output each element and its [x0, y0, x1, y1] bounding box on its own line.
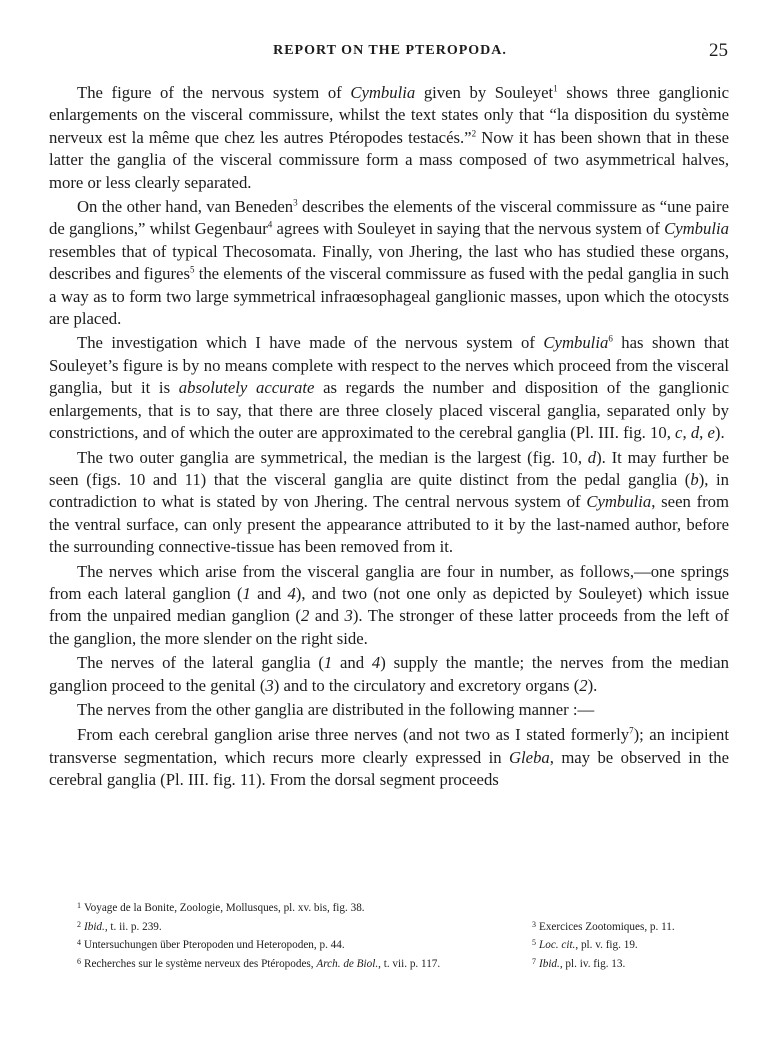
paragraph — [49, 652, 729, 697]
paragraph — [49, 699, 729, 721]
text-run: shows three ganglionic enlargements on the visceral commissure, whilst the text states only that “la disposition du système nerveux est la même que chez les autres Ptéropodes testacés.” — [49, 83, 729, 147]
text-run: From each cerebral ganglion arise three nerves (and not two as I stated formerly — [77, 725, 630, 745]
text-run: The figure of the nervous system of — [77, 83, 351, 102]
italic-text: Ibid. — [539, 957, 560, 970]
text-run: has shown that Souleyet’s figure is by no means complete with respect to the nerves which proceed from the visceral ganglia, but it is — [49, 333, 729, 398]
page-header — [52, 40, 728, 64]
italic-text: 1 — [323, 653, 333, 673]
italic-text: 2 — [579, 675, 588, 695]
footnote-marker: 1 — [77, 901, 81, 910]
footnote-row — [49, 917, 729, 936]
text-run: ), and two (not one only as depicted by Souleyet) which issue from the unpaired median ganglion ( — [49, 583, 729, 626]
text-run: given by Souleyet — [415, 83, 554, 102]
italic-text: 1 — [242, 583, 251, 603]
footnote — [532, 898, 729, 917]
footnote — [532, 935, 729, 954]
text-run: The two outer ganglia are symmetrical, the median is the largest (fig. 10, — [77, 447, 588, 467]
text-run: , — [699, 423, 708, 443]
text-run: The nerves of the lateral ganglia ( — [77, 653, 324, 673]
text-run: Now it has been shown that in these latter the ganglia of the visceral commissure form a mass composed of two asymmetrical halves, more or less clearly separated. — [49, 127, 729, 192]
italic-text: Loc. cit. — [539, 939, 576, 952]
footnote — [532, 954, 729, 973]
italic-text: e — [707, 423, 715, 443]
text-run: , pl. iv. fig. 13. — [559, 957, 626, 970]
text-run: Voyage de la Bonite, Zoologie, Mollusques, pl. xv. bis, fig. 38. — [84, 902, 365, 914]
italic-text: Arch. de Biol. — [316, 957, 379, 970]
text-run: , t. vii. p. 117. — [378, 957, 441, 970]
text-run: ), in contradiction to what is stated by von Jhering. The central nervous system of — [49, 469, 729, 512]
text-run: ); an incipient transverse segmentation, which recurs more clearly expressed in — [49, 725, 729, 767]
footnote — [532, 917, 729, 936]
text-run: ) supply the mantle; the nerves from the median ganglion proceed to the genital ( — [49, 653, 729, 695]
text-run: as regards the number and disposition of the ganglionic enlargements, that is to say, that there are three closely placed visceral ganglia, separated only by constrictions, and of which the outer are approximated to the cerebral ganglia (Pl. III. fig. 10, — [49, 378, 729, 443]
page-number: 25 — [709, 40, 728, 61]
paragraph — [49, 561, 729, 651]
paragraph — [49, 724, 729, 791]
italic-text: 4 — [371, 653, 381, 673]
italic-text: Cymbulia — [664, 219, 729, 239]
paragraph — [49, 332, 729, 444]
italic-text: c — [675, 423, 683, 443]
italic-text: 4 — [287, 583, 296, 603]
footnote-ref: 6 — [608, 333, 613, 344]
text-run: The nerves which arise from the visceral ganglia are four in number, as follows,—one springs from each lateral ganglion ( — [49, 561, 729, 603]
text-run: , — [682, 423, 691, 443]
footnote-ref: 7 — [629, 725, 634, 736]
text-run: , t. ii. p. 239. — [104, 920, 162, 933]
text-run: The nerves from the other ganglia are distributed in the following manner :— — [77, 699, 595, 719]
footnote-marker: 7 — [532, 956, 536, 966]
italic-text: d — [690, 423, 700, 443]
footnote-marker: 6 — [77, 956, 81, 966]
text-run: , may be observed in the cerebral ganglia (Pl. III. fig. 11). From the dorsal segment proceeds — [49, 747, 729, 790]
italic-text: b — [690, 469, 699, 489]
text-run: ). — [714, 423, 725, 443]
italic-text: 2 — [300, 606, 310, 626]
footnote-ref: 5 — [189, 264, 195, 275]
paragraph — [49, 82, 729, 194]
text-run: resembles that of typical Thecosomata. Finally, von Jhering, the last who has studied these organs, describes and figures — [49, 241, 729, 284]
body-text — [49, 82, 729, 794]
text-run: and — [309, 606, 345, 626]
italic-text: Ibid. — [84, 920, 105, 933]
italic-text: Cymbulia — [586, 492, 652, 512]
italic-text: 3 — [265, 675, 274, 695]
italic-text: 3 — [344, 606, 353, 626]
text-run: ) and to the circulatory and excretory organs ( — [273, 675, 580, 695]
text-run: On the other hand, van Beneden — [77, 197, 294, 217]
text-run: Untersuchungen über Pteropoden und Heteropoden, p. 44. — [84, 939, 345, 952]
footnote-ref: 4 — [267, 219, 273, 230]
text-run: Exercices Zootomiques, p. 11. — [539, 920, 675, 933]
footnote-ref: 2 — [471, 128, 477, 139]
italic-text: Gleba — [508, 747, 550, 767]
text-run: , pl. v. fig. 19. — [575, 939, 638, 952]
footnote — [49, 954, 440, 973]
text-run: , seen from the ventral surface, can only present the appearance attributed to it by the last-named author, before the surrounding connective-tissue has been removed from it. — [49, 492, 730, 557]
text-run: ). It may further be seen (figs. 10 and 11) that the visceral ganglia are quite distinct from the pedal ganglia ( — [49, 447, 729, 489]
text-run: and — [332, 653, 372, 673]
footnote-row — [49, 898, 729, 917]
italic-text: absolutely accurate — [178, 378, 315, 398]
footnote-row — [49, 954, 729, 973]
text-run: and — [250, 583, 288, 603]
text-run: The investigation which I have made of the nervous system of — [77, 333, 544, 353]
text-run: agrees with Souleyet in saying that the nervous system of — [272, 219, 665, 239]
text-run: describes the elements of the visceral commissure as “une paire de ganglions,” whilst Gegenbaur — [49, 197, 730, 239]
footnote — [49, 917, 162, 936]
italic-text: Cymbulia — [543, 333, 609, 353]
paragraph — [49, 447, 729, 559]
paragraph — [49, 196, 729, 330]
footnote-row — [49, 935, 729, 954]
text-run: ). The stronger of these latter proceeds from the left of the ganglion, the more slender on the right side. — [49, 606, 729, 648]
text-run: the elements of the visceral commissure as fused with the pedal ganglia in such a way as to form two large symmetrical infraœsophageal ganglionic masses, upon which the otocysts are placed. — [49, 264, 729, 329]
text-run: Recherches sur le système nerveux des Ptéropodes, — [84, 957, 317, 970]
footnote-marker: 5 — [532, 938, 536, 948]
footnote — [49, 935, 345, 954]
footnote — [49, 898, 365, 917]
running-title: REPORT ON THE PTEROPODA. — [273, 43, 507, 58]
italic-text: d — [587, 447, 597, 467]
italic-text: Cymbulia — [350, 83, 416, 102]
footnote-ref: 1 — [553, 83, 558, 94]
footnote-marker: 2 — [77, 919, 81, 929]
footnote-ref: 3 — [293, 197, 298, 208]
text-run: ). — [587, 675, 598, 695]
footnotes — [49, 898, 729, 972]
footnote-marker: 4 — [77, 938, 81, 948]
footnote-marker: 3 — [532, 919, 536, 929]
